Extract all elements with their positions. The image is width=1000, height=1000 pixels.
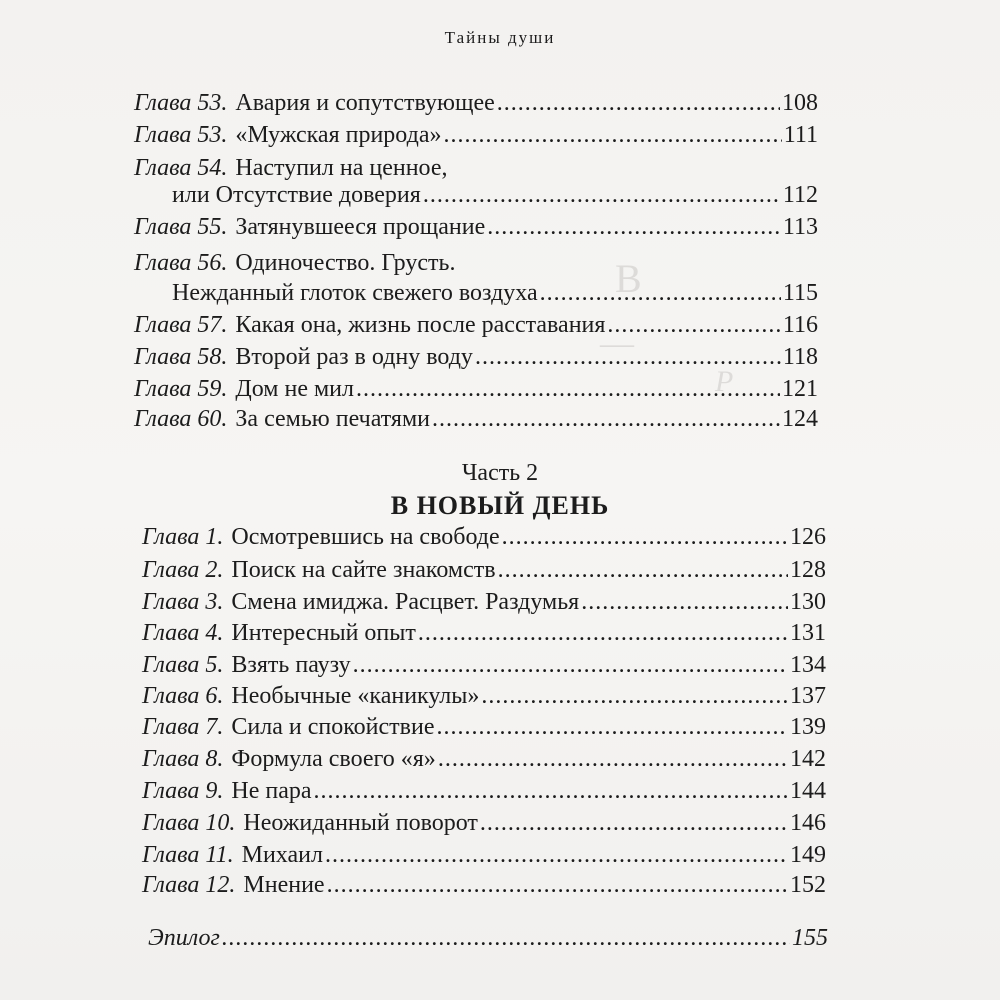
chapter-title: Авария и сопутствующее <box>235 90 495 116</box>
dot-leader <box>353 650 788 680</box>
chapter-title: Интересный опыт <box>231 620 416 646</box>
dot-leader <box>481 681 788 711</box>
page-number: 113 <box>782 214 818 240</box>
chapter-label: Глава 54. <box>134 155 228 181</box>
page-number: 124 <box>782 406 818 432</box>
toc-entry[interactable] <box>142 555 826 585</box>
toc-entry[interactable] <box>142 681 826 711</box>
chapter-label: Глава 53. <box>134 122 228 148</box>
running-head: Тайны души <box>444 28 556 47</box>
toc-entry[interactable] <box>134 404 818 434</box>
toc-entry[interactable] <box>134 310 818 340</box>
epilogue-label: Эпилог <box>148 925 220 951</box>
dot-leader <box>607 310 780 340</box>
show-through-decoration: В <box>615 256 642 301</box>
chapter-label: Глава 53. <box>134 90 228 116</box>
page-number: 152 <box>790 872 826 898</box>
chapter-label: Глава 59. <box>134 376 228 402</box>
chapter-label: Глава 57. <box>134 312 228 338</box>
part-number-heading: Часть 2 <box>461 460 539 486</box>
chapter-title: Наступил на ценное, <box>235 155 448 181</box>
page-number: 108 <box>782 90 818 116</box>
page-number: 118 <box>782 344 818 370</box>
chapter-label: Глава 4. <box>142 620 224 646</box>
chapter-label: Глава 9. <box>142 778 224 804</box>
page-number: 116 <box>782 312 818 338</box>
toc-entry[interactable] <box>142 744 826 774</box>
toc-entry[interactable] <box>142 587 826 617</box>
dot-leader <box>475 342 781 372</box>
page-number: 146 <box>790 810 826 836</box>
dot-leader <box>436 712 788 742</box>
chapter-title: Формула своего «я» <box>231 746 436 772</box>
chapter-title: Необычные «каникулы» <box>231 683 480 709</box>
chapter-label: Глава 7. <box>142 714 224 740</box>
chapter-label: Глава 1. <box>142 524 224 550</box>
page-number: 142 <box>790 746 826 772</box>
dot-leader <box>487 212 781 242</box>
dot-leader <box>581 587 788 617</box>
toc-entry[interactable] <box>134 153 818 183</box>
chapter-title: Взять паузу <box>231 652 351 678</box>
page-number: 139 <box>790 714 826 740</box>
chapter-label: Глава 60. <box>134 406 228 432</box>
toc-entry[interactable] <box>142 840 826 870</box>
dot-leader <box>497 88 780 118</box>
page-number: 121 <box>782 376 818 402</box>
toc-entry[interactable] <box>134 120 818 150</box>
chapter-title-continuation: или Отсутствие доверия <box>172 182 421 208</box>
toc-entry-continuation[interactable] <box>172 180 818 210</box>
chapter-label: Глава 2. <box>142 557 224 583</box>
chapter-title: Михаил <box>241 842 323 868</box>
chapter-title: «Мужская природа» <box>235 122 442 148</box>
page-number: 134 <box>790 652 826 678</box>
toc-entry[interactable] <box>142 870 826 900</box>
toc-entry[interactable] <box>142 776 826 806</box>
toc-entry[interactable] <box>142 650 826 680</box>
dot-leader <box>314 776 788 806</box>
show-through-decoration: P <box>715 365 734 398</box>
chapter-title: За семью печатями <box>235 406 430 432</box>
page-number: 155 <box>792 925 828 951</box>
show-through-decoration: — <box>600 325 634 362</box>
dot-leader <box>498 555 788 585</box>
toc-entry[interactable] <box>142 712 826 742</box>
page-number: 112 <box>782 182 818 208</box>
toc-entry-epilogue[interactable] <box>148 925 828 952</box>
chapter-title: Не пара <box>231 778 312 804</box>
chapter-title: Какая она, жизнь после расставания <box>235 312 606 338</box>
page-number: 131 <box>790 620 826 646</box>
chapter-title: Неожиданный поворот <box>243 810 478 836</box>
toc-entry-continuation[interactable] <box>172 278 818 308</box>
dot-leader <box>356 374 780 404</box>
chapter-label: Глава 12. <box>142 872 236 898</box>
page-number: 144 <box>790 778 826 804</box>
chapter-label: Глава 56. <box>134 250 228 276</box>
chapter-title-continuation: Нежданный глоток свежего воздуха <box>172 280 538 306</box>
dot-leader <box>423 180 781 210</box>
page-number: 130 <box>790 589 826 615</box>
page-number: 111 <box>783 122 818 148</box>
chapter-label: Глава 58. <box>134 344 228 370</box>
toc-entry[interactable] <box>134 88 818 118</box>
chapter-label: Глава 11. <box>142 842 234 868</box>
page-number: 128 <box>790 557 826 583</box>
dot-leader <box>327 870 788 900</box>
chapter-title: Мнение <box>243 872 325 898</box>
dot-leader <box>540 278 781 308</box>
dot-leader <box>432 404 780 434</box>
dot-leader <box>222 925 790 952</box>
chapter-title: Осмотревшись на свободе <box>231 524 500 550</box>
page-number: 137 <box>790 683 826 709</box>
page-number: 115 <box>782 280 818 306</box>
page-number: 126 <box>790 524 826 550</box>
dot-leader <box>480 808 788 838</box>
chapter-label: Глава 10. <box>142 810 236 836</box>
chapter-title: Смена имиджа. Расцвет. Раздумья <box>231 589 580 615</box>
dot-leader <box>443 120 781 150</box>
chapter-title: Второй раз в одну воду <box>235 344 473 370</box>
toc-entry[interactable] <box>134 374 818 404</box>
dot-leader <box>438 744 788 774</box>
chapter-label: Глава 55. <box>134 214 228 240</box>
dot-leader <box>418 618 788 648</box>
chapter-title: Сила и спокойствие <box>231 714 435 740</box>
toc-entry[interactable] <box>142 808 826 838</box>
chapter-title: Дом не мил <box>235 376 354 402</box>
dot-leader <box>325 840 788 870</box>
chapter-title: Одиночество. Грусть. <box>235 250 456 276</box>
toc-entry[interactable] <box>134 342 818 372</box>
toc-entry[interactable] <box>134 248 818 278</box>
page-number: 149 <box>790 842 826 868</box>
part-title-heading: В НОВЫЙ ДЕНЬ <box>390 491 610 520</box>
chapter-title: Поиск на сайте знакомств <box>231 557 496 583</box>
dot-leader <box>502 522 788 552</box>
toc-entry[interactable] <box>142 522 826 552</box>
chapter-label: Глава 5. <box>142 652 224 678</box>
toc-entry[interactable] <box>134 212 818 242</box>
chapter-title: Затянувшееся прощание <box>235 214 486 240</box>
toc-entry[interactable] <box>142 618 826 648</box>
chapter-label: Глава 6. <box>142 683 224 709</box>
chapter-label: Глава 3. <box>142 589 224 615</box>
chapter-label: Глава 8. <box>142 746 224 772</box>
